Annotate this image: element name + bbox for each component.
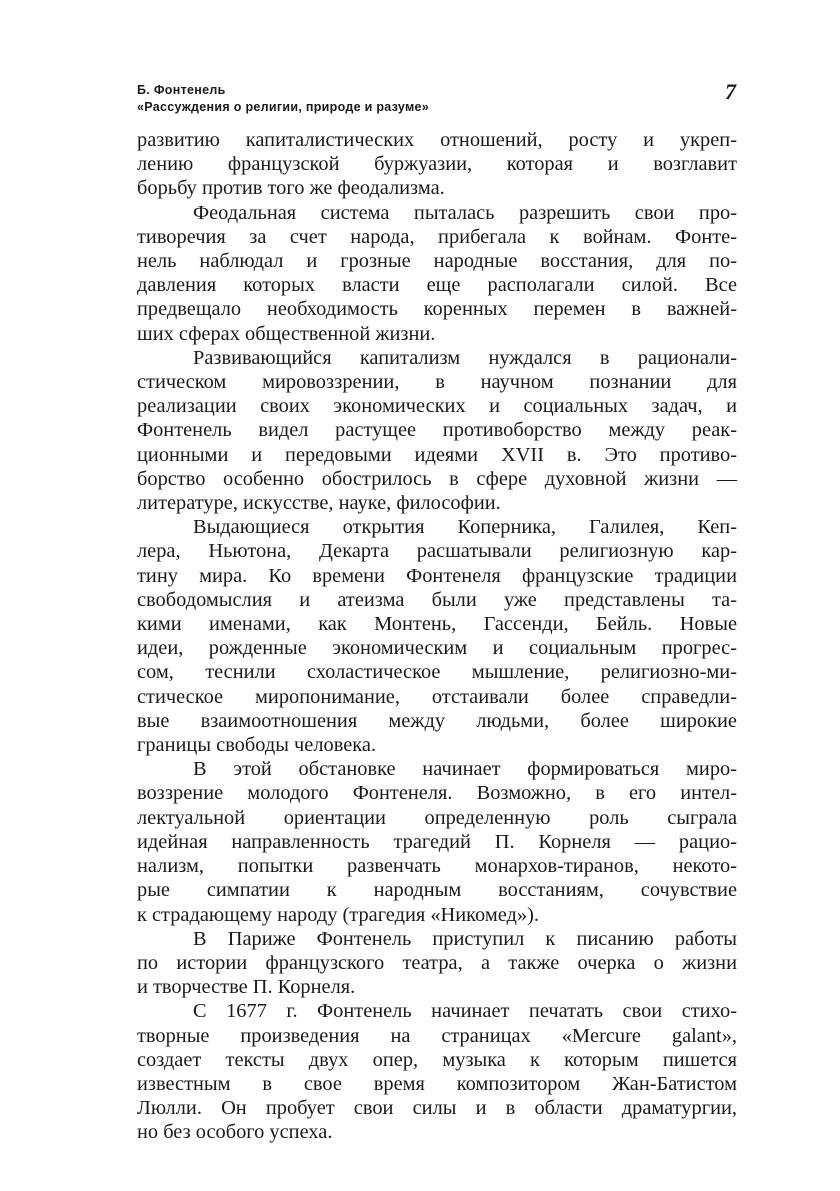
- text-line: борьбу против того же феодализма.: [137, 177, 445, 200]
- text-line: лера, Ньютона, Декарта расшатывали религиозную кар-: [137, 540, 737, 563]
- text-line: тиворечия за счет народа, прибегала к войнам. Фонте-: [137, 225, 737, 248]
- text-line: развитию капиталистических отношений, росту и укреп-: [137, 129, 737, 151]
- text-line: В этой обстановке начинает формироваться миро-: [193, 758, 737, 781]
- text-line: Люлли. Он пробует свои силы и в области драматургии,: [137, 1097, 737, 1120]
- text-line: вые взаимоотношения между людьми, более широкие: [137, 709, 737, 732]
- text-line: предвещало необходимость коренных перемен в важней-: [137, 298, 737, 321]
- text-line: литературе, искусстве, науке, философии.: [137, 492, 501, 515]
- text-line: реализации своих экономических и социальных задач, и: [137, 395, 737, 418]
- text-line: ших сферах общественной жизни.: [137, 322, 436, 345]
- paragraph: [137, 757, 737, 926]
- text-line: свободомыслия и атеизма были уже представлены та-: [137, 588, 737, 611]
- paragraph: [137, 927, 737, 1000]
- text-line: Выдающиеся открытия Коперника, Галилея, Кеп-: [193, 516, 737, 539]
- text-line: ционными и передовыми идеями XVII в. Это противо-: [137, 443, 737, 466]
- paragraph: [137, 128, 737, 201]
- paragraph: [137, 201, 737, 346]
- text-line: рые симпатии к народным восстаниям, сочувствие: [137, 879, 737, 902]
- paragraph: [137, 346, 737, 515]
- running-head: [137, 82, 429, 116]
- text-line: известным в свое время композитором Жан-Батистом: [137, 1072, 737, 1095]
- text-line: к страдающему народу (трагедия «Никомед»).: [137, 903, 539, 926]
- text-line: Фонтенель видел растущее противоборство между реак-: [137, 419, 737, 442]
- text-line: Феодальная система пыталась разрешить свои про-: [193, 201, 737, 224]
- text-line: сом, теснили схоластическое мышление, религиозно-ми-: [137, 661, 737, 684]
- text-line: стическом мировоззрении, в научном познании для: [137, 371, 737, 394]
- paragraph: [137, 515, 737, 757]
- text-line: воззрение молодого Фонтенеля. Возможно, в его интел-: [137, 782, 737, 805]
- body-text: [137, 128, 737, 1145]
- paragraph: [137, 999, 737, 1144]
- text-line: Развивающийся капитализм нуждался в рационали-: [193, 346, 737, 369]
- text-line: С 1677 г. Фонтенель начинает печатать свои стихо-: [193, 1000, 737, 1023]
- text-line: лектуальной ориентации определенную роль сыграла: [137, 806, 737, 829]
- text-line: творные произведения на страницах «Mercure galant»,: [137, 1024, 737, 1047]
- text-line: борство особенно обострилось в сфере духовной жизни —: [137, 467, 737, 490]
- text-line: нель наблюдал и грозные народные восстания, для по-: [137, 250, 737, 273]
- text-line: В Париже Фонтенель приступил к писанию работы: [193, 927, 737, 950]
- text-line: кими именами, как Монтень, Гассенди, Бейль. Новые: [137, 613, 737, 636]
- text-line: тину мира. Ко времени Фонтенеля французские традиции: [137, 564, 737, 587]
- text-line: по истории французского театра, а также очерка о жизни: [137, 951, 737, 974]
- running-head-title: «Рассуждения о религии, природе и разуме»: [137, 100, 430, 114]
- page-number: 7: [725, 79, 736, 104]
- text-line: идейная направленность трагедий П. Корнеля — рацио-: [137, 830, 737, 853]
- text-line: нализм, попытки развенчать монархов-тиранов, некото-: [137, 855, 737, 878]
- text-line: давления которых власти еще располагали силой. Все: [137, 274, 737, 297]
- running-head-author: Б. Фонтенель: [137, 83, 226, 97]
- text-line: идеи, рожденные экономическим и социальным прогрес-: [137, 637, 737, 660]
- text-line: границы свободы человека.: [137, 734, 377, 757]
- text-line: но без особого успеха.: [137, 1121, 333, 1144]
- text-line: и творчестве П. Корнеля.: [137, 976, 356, 999]
- text-line: лению французской буржуазии, которая и возглавит: [137, 153, 737, 176]
- text-line: создает тексты двух опер, музыка к которым пишется: [137, 1048, 737, 1071]
- text-line: стическое миропонимание, отстаивали более справедли-: [137, 685, 737, 708]
